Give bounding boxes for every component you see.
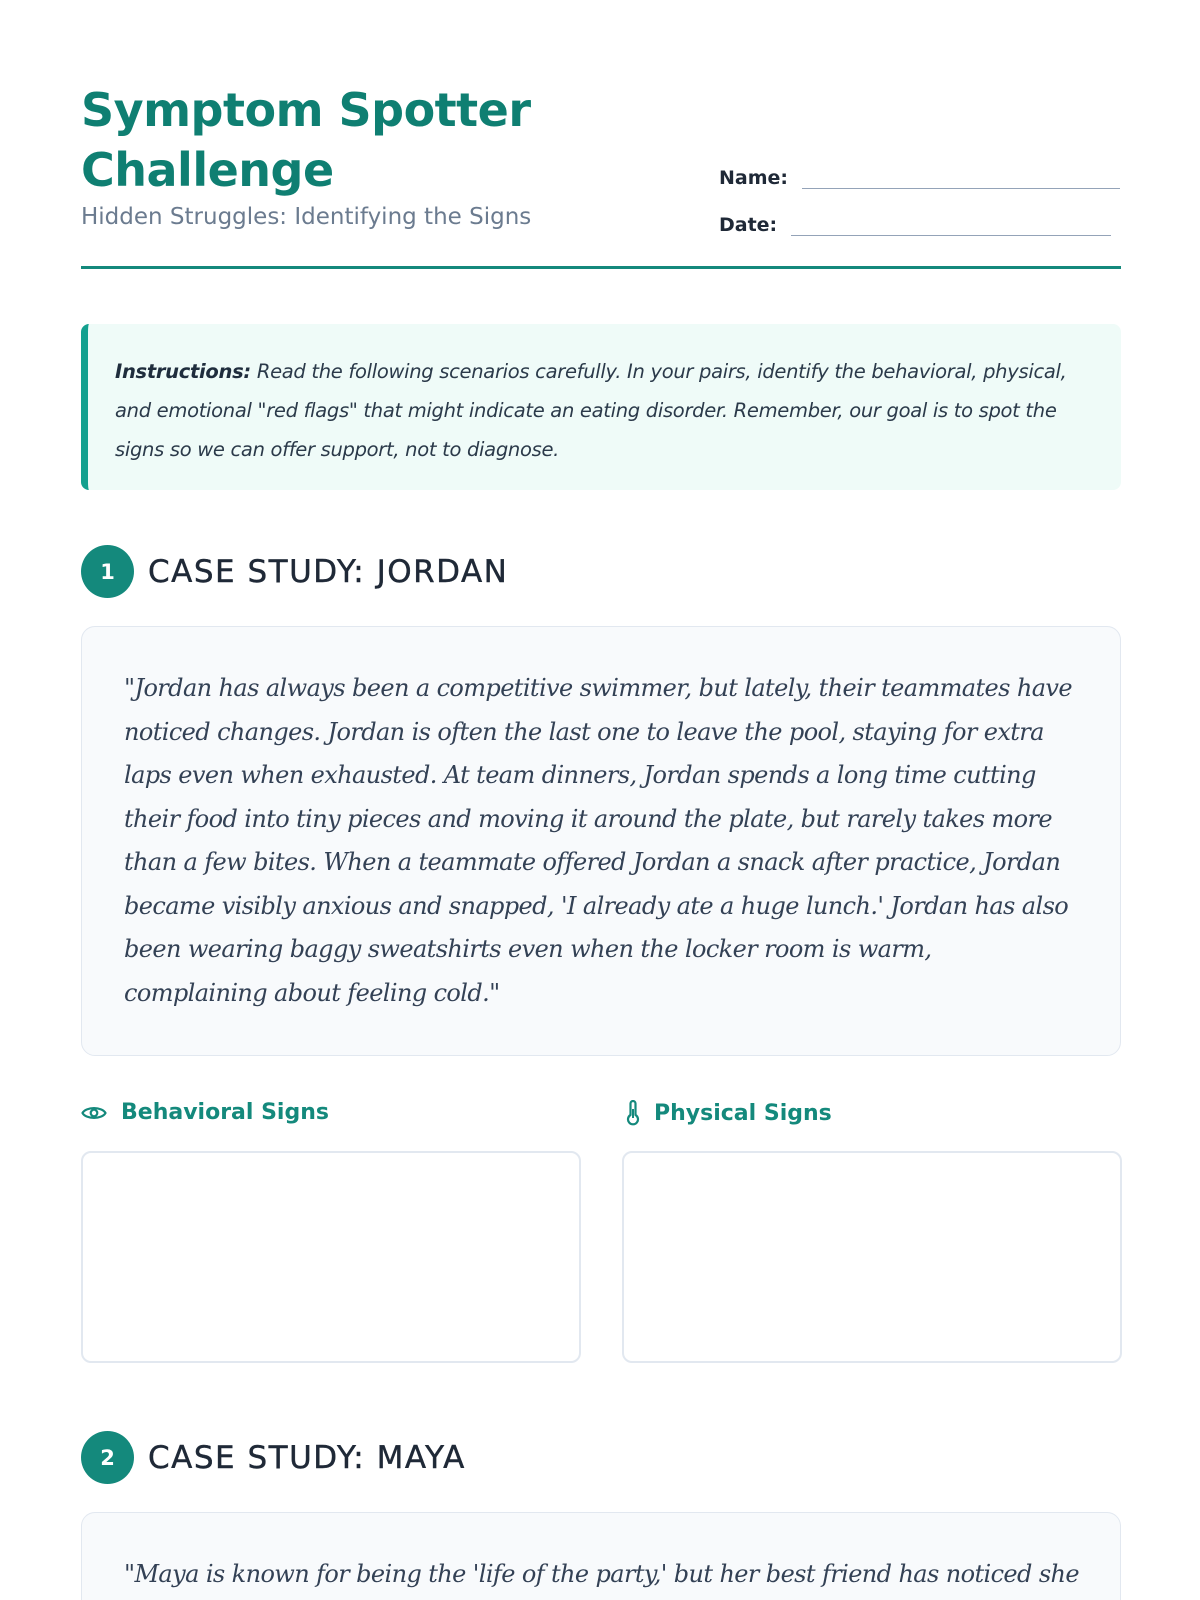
instructions-text: Read the following scenarios carefully. In your pairs, identify the behavioral, physical, and emotional "red flags" that might indicate an eating disorder. Remember, our goal is to spot the signs so we can offer support, not to diagnose. (115, 360, 1067, 461)
scenario-text: "Maya is known for being the 'life of the party,' but her best friend has noticed she (124, 1560, 1079, 1588)
case-number-badge: 2 (81, 1431, 134, 1484)
physical-signs-label: Physical Signs (654, 1100, 832, 1126)
case-number-badge: 1 (81, 545, 134, 598)
header-divider (81, 266, 1121, 269)
physical-signs-answer-box[interactable] (622, 1151, 1122, 1363)
worksheet-header (81, 80, 1121, 270)
case-scenario-jordan (81, 626, 1121, 1056)
page-title: Symptom Spotter Challenge (81, 83, 531, 197)
name-field[interactable] (719, 161, 1120, 191)
behavioral-signs-answer-box[interactable] (81, 1151, 581, 1363)
page-subtitle: Hidden Struggles: Identifying the Signs (81, 204, 532, 230)
scenario-text: "Jordan has always been a competitive swimmer, but lately, their teammates have noticed changes. Jordan is often the last one to leave the pool, staying for extra laps even when exhausted. At team dinners, Jordan spends a long time cutting their food into tiny pieces and moving it around the plate, but rarely takes more than a few bites. When a teammate offered Jordan a snack after practice, Jordan became visibly anxious and snapped, 'I already ate a huge lunch.' Jordan has also been wearing baggy sweatshirts even when the locker room is warm, complaining about feeling cold." (124, 674, 1072, 1007)
case-heading-maya (81, 1431, 466, 1484)
name-line[interactable] (802, 188, 1120, 189)
date-line[interactable] (791, 235, 1111, 236)
behavioral-signs-heading (81, 1100, 329, 1125)
case-title: CASE STUDY: MAYA (148, 1439, 466, 1476)
date-field[interactable] (719, 208, 1111, 238)
behavioral-signs-label: Behavioral Signs (121, 1100, 329, 1125)
instructions-lead: Instructions: (115, 360, 251, 383)
case-title: CASE STUDY: JORDAN (148, 553, 509, 590)
eye-icon (81, 1104, 107, 1122)
name-label: Name: (719, 167, 789, 189)
physical-signs-heading (626, 1100, 832, 1126)
instructions-box (81, 324, 1121, 490)
worksheet-page (81, 0, 1121, 1600)
thermometer-icon (626, 1100, 640, 1126)
case-heading-jordan (81, 545, 508, 598)
case-scenario-maya (81, 1512, 1121, 1600)
date-label: Date: (719, 214, 778, 236)
